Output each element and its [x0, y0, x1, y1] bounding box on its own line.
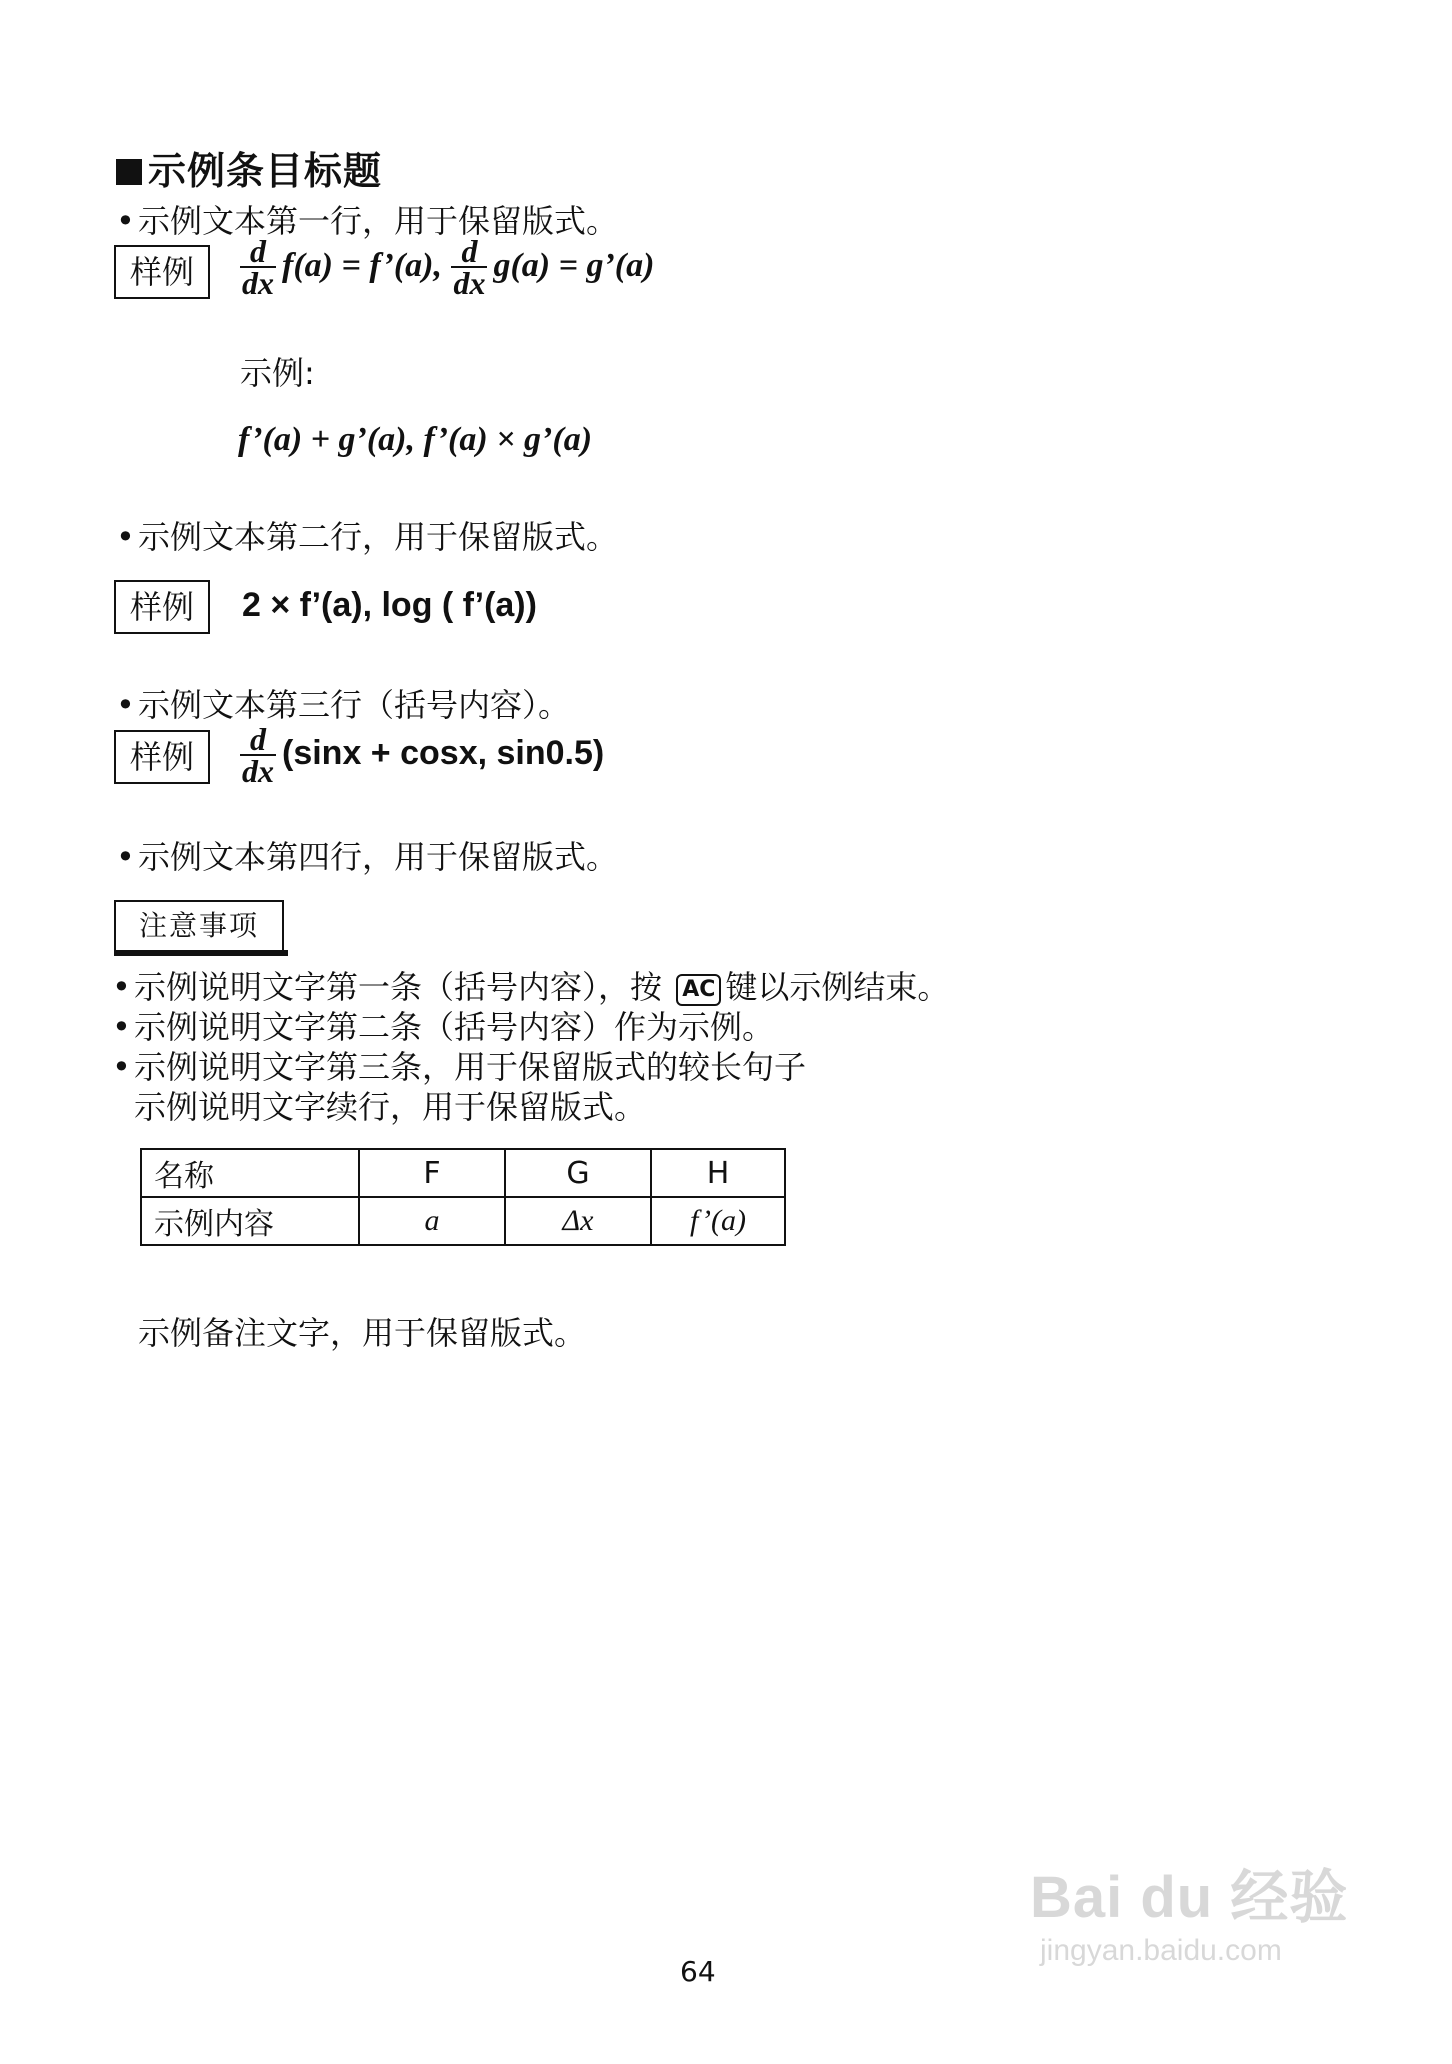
bullet-4: •示例文本第四行，用于保留版式。 [116, 838, 619, 876]
important-item-2: •示例说明文字第二条（括号内容）作为示例。 [112, 1008, 775, 1046]
table-row [141, 1197, 785, 1245]
example-label-3: 样例 [114, 730, 210, 784]
watermark-logo: Bai du 经验 [1030, 1865, 1349, 1930]
watermark-url: jingyan.baidu.com [1040, 1934, 1282, 1967]
page-number: 64 [680, 1955, 716, 1988]
formula-example-1: $\frac{d}{dx}$ f(a) = f’(a), $\frac{d}{dx}$ g(a) = g’(a) [242, 233, 655, 301]
table-header-row [141, 1149, 785, 1197]
ac-key-icon: AC [676, 974, 721, 1006]
important-underline [114, 950, 288, 956]
derivative-operator: $\frac{d}{dx}$ [242, 721, 274, 789]
table-header-cell: F [359, 1149, 505, 1197]
baidu-watermark [1030, 1850, 1348, 1968]
derivative-operator: $\frac{d}{dx}$ [242, 233, 274, 301]
bullet-2: •示例文本第二行，用于保留版式。 [116, 518, 619, 556]
important-label: 注意事项 [114, 900, 284, 952]
table-header-cell: H [651, 1149, 785, 1197]
table-cell: a [359, 1197, 505, 1245]
footnote-text: 示例备注文字，用于保留版式。 [138, 1314, 587, 1352]
example-label-1: 样例 [114, 245, 210, 299]
example-label-2: 样例 [114, 580, 210, 634]
important-item-3-continued: 示例说明文字续行，用于保留版式。 [134, 1088, 647, 1126]
section-title: 示例条目标题 [116, 140, 382, 195]
bullet-3: •示例文本第三行（括号内容）。 [116, 686, 571, 724]
table-cell: 示例内容 [141, 1197, 359, 1245]
variables-table [140, 1148, 786, 1246]
black-square-icon [116, 159, 142, 185]
table-header-cell: 名称 [141, 1149, 359, 1197]
bullet-1: •示例文本第一行，用于保留版式。 [116, 202, 619, 240]
table-header-cell: G [505, 1149, 651, 1197]
formula-example-3: $\frac{d}{dx}$ (sinx + cosx, sin0.5) [242, 721, 605, 789]
derivative-operator: $\frac{d}{dx}$ [453, 233, 486, 301]
important-item-3: •示例说明文字第三条，用于保留版式的较长句子 [112, 1048, 807, 1086]
formula-result-1: f’(a) + g’(a), f’(a) × g’(a) [238, 421, 593, 458]
important-item-1: •示例说明文字第一条（括号内容），按 AC 键以示例结束。 [112, 968, 950, 1006]
table-cell: f’(a) [651, 1197, 785, 1245]
formula-example-2: 2 × f’(a), log ( f’(a)) [242, 586, 537, 624]
table-cell: Δx [505, 1197, 651, 1245]
therefore-text: 示例: [240, 354, 315, 392]
